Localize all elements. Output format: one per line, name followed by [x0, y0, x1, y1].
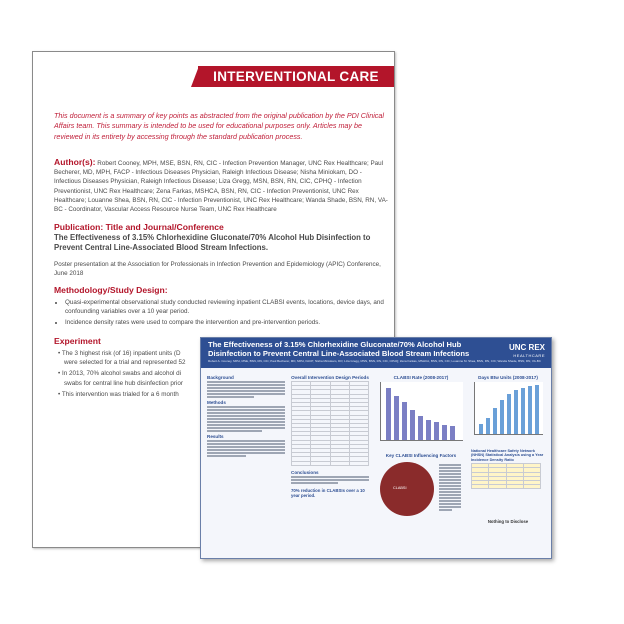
disclaimer: This document is a summary of key points as abstracted from the original publication by the PDI Clinical Affairs team. This summary is intended to be used for educational purposes only. Articles may be reviewed in its entirety by accessing through the standard publication process. — [54, 111, 384, 141]
methodology-section — [54, 285, 388, 330]
poster-logo-sub: HEALTHCARE — [513, 353, 545, 358]
authors-section — [54, 158, 388, 214]
poster-conclusions-heading: Conclusions — [291, 469, 319, 475]
poster-footer-note: Nothing to Disclose — [487, 519, 529, 525]
poster-authors: Robert A. Cooney, MPH, MSE, BSN, RN, CIC; Paul Becherer, MD, MPH, FACP; Nisha Miniokam, DO; Liza Gregg, MSN, BSN, RN, CIC, CPHQ; Zena Farkas, MSHCA, BSN, RN, CIC; Louanne M. Shea, BSN, RN, CIC; Wanda Shade, BSN, RN, VA-BC — [208, 359, 541, 363]
banner-title: INTERVENTIONAL CARE — [198, 66, 394, 87]
poster-title: The Effectiveness of 3.15% Chlorhexidine Gluconate/70% Alcohol Hub Disinfection to Prevent Central Line-Associated Blood Stream Infections — [208, 340, 470, 358]
poster-methods-heading: Methods — [207, 399, 226, 405]
experiment-bullet: swabs for central line hub disinfection prior — [64, 379, 184, 387]
poster-table — [291, 381, 369, 466]
poster-logo-text: UNC REX — [508, 343, 545, 352]
publication-title: The Effectiveness of 3.15% Chlorhexidine Gluconate/70% Alcohol Hub Disinfection to Prevent Central Line-Associated Blood Stream Infections. — [54, 233, 371, 252]
poster-pie-label: CLABSI — [393, 486, 407, 490]
poster-conclusion-note: 70% reduction in CLABSIs over a 10 year period. — [291, 487, 365, 498]
experiment-bullet: • The 3 highest risk (of 16) inpatient units (D — [58, 350, 181, 357]
poster-col-4 — [471, 373, 545, 524]
poster-thumbnail — [200, 337, 552, 559]
poster-right-chart-title: Days Btw Units (2008-2017) — [478, 375, 538, 380]
poster-pie-chart — [377, 459, 437, 519]
poster-chart-title: CLABSI Rate (2008-2017) — [393, 375, 449, 380]
poster-right-bar-chart — [474, 382, 543, 435]
poster-bar-chart — [380, 382, 463, 441]
publication-venue: Poster presentation at the Association for Professionals in Infection Prevention and Epidemiology (APIC) Conference, June 2018 — [54, 261, 381, 278]
poster-col-3 — [377, 373, 465, 519]
methodology-bullet: • Quasi-experimental observational study conducted reviewing inpatient CLABSI events, locations, device days, and confounding variables over a 10 year period. — [65, 298, 388, 316]
authors-text: Robert Cooney, MPH, MSE, BSN, RN, CIC - Infection Prevention Manager, UNC Rex Healthcare; Paul Becherer, MD, MPH, FACP - Infectious Diseases Physician, Raleigh Infectious Disease; Nisha Miniokam, DO - Infectious Diseases Physician, Raleigh Infectious Disease; Liza Gregg, MSN, BSN, RN, CIC, CPHQ - Infection Preventionist, UNC Rex Healthcare; Zena Farkas, MSHCA, BSN, RN, CIC - Infection Preventionist, UNC Rex Healthcare; Louanne Shea, BSN, RN, CIC - Infection Preventionist, UNC Rex Healthcare; Wanda Shade, BSN, RN, VA-BC - Coordinator, Vascular Access Resource Nurse Team, UNC Rex Healthcare — [54, 160, 388, 214]
publication-heading: Publication: Title and Journal/Conference — [54, 222, 224, 232]
poster-nhsn-table — [471, 463, 541, 489]
experiment-heading: Experiment — [54, 336, 101, 346]
poster-background-heading: Background — [207, 375, 234, 380]
poster-table-title: Overall Intervention Design Periods — [291, 375, 369, 380]
poster-col-2 — [291, 373, 369, 498]
methodology-bullet: • Incidence density rates were used to compare the intervention and pre-intervention periods. — [65, 318, 388, 327]
publication-section — [54, 222, 388, 279]
poster-col-1 — [207, 373, 285, 458]
authors-heading: Author(s): — [54, 157, 96, 167]
experiment-bullet: were selected for a trial and represented 52 — [64, 359, 186, 367]
poster-header — [201, 338, 551, 368]
experiment-bullet: • This intervention was trialed for a 6 month — [58, 390, 179, 398]
poster-pie-title: Key CLABSI Influencing Factors — [385, 453, 457, 458]
experiment-section — [54, 336, 224, 401]
experiment-bullet: • In 2013, 70% alcohol swabs and alcohol di — [58, 370, 181, 378]
poster-nhsn-title: National Healthcare Safety Network (NHSN) Statistical Analysis using a Year Incidence Density Ratio — [471, 449, 544, 462]
methodology-heading: Methodology/Study Design: — [54, 285, 168, 295]
poster-pie-legend — [439, 463, 461, 512]
poster-results-heading: Results — [207, 433, 224, 439]
poster-logo — [509, 344, 545, 360]
